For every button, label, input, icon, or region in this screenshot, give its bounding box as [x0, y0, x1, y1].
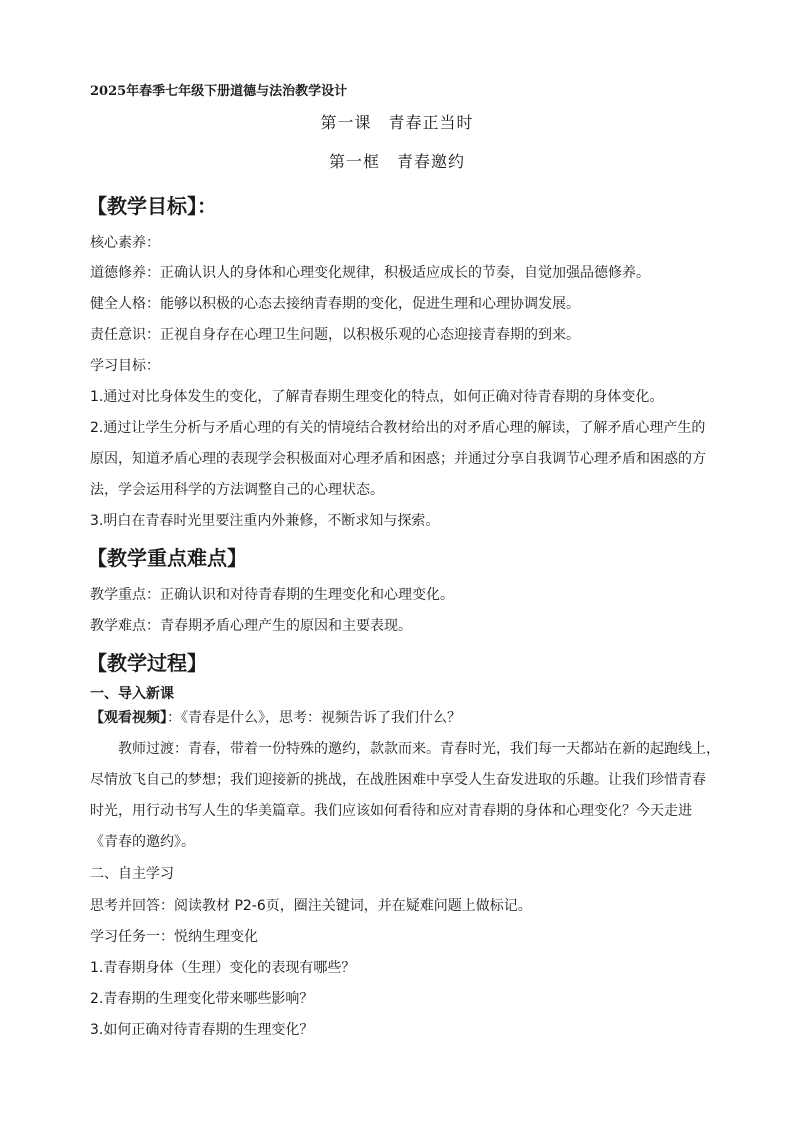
- learning-goal-1: 1.通过对比身体发生的变化，了解青春期生理变化的特点，如何正确对待青春期的身体变化。: [90, 389, 664, 405]
- part2-title: 二、自主学习: [90, 866, 174, 882]
- video-line: [90, 707, 461, 727]
- moral-cultivation: 道德修养：正确认识人的身体和心理变化规律，积极适应成长的节奏，自觉加强品德修养。: [90, 265, 650, 281]
- core-competency-label: 核心素养：: [90, 235, 160, 251]
- learning-goal-3: 3.明白在青春时光里要注重内外兼修，不断求知与探索。: [90, 513, 440, 529]
- sound-personality: 健全人格：能够以积极的心态去接纳青春期的变化，促进生理和心理协调发展。: [90, 296, 580, 312]
- frame-title: 第一框 青春邀约: [328, 152, 465, 171]
- learning-goals-label: 学习目标：: [90, 358, 160, 374]
- question-1: 1.青春期身体（生理）变化的表现有哪些？: [90, 960, 356, 976]
- objectives-heading: 【教学目标】：: [87, 194, 217, 218]
- learning-task-1: 学习任务一：悦纳生理变化: [90, 929, 258, 945]
- learning-goal-2-line2: 原因，知道矛盾心理的表现学会积极面对心理矛盾和困惑；并通过分享自我调节心理矛盾和困惑的方: [90, 451, 706, 467]
- course-header: 2025年春季七年级下册道德与法治教学设计: [90, 84, 348, 99]
- video-text: ：《青春是什么》，思考：视频告诉了我们什么？: [167, 710, 461, 726]
- transition-line-3: 时光，用行动书写人生的华美篇章。我们应该如何看待和应对青春期的身体和心理变化？今天走进: [90, 803, 692, 819]
- teaching-focus: 教学重点：正确认识和对待青春期的生理变化和心理变化。: [90, 587, 454, 603]
- part1-title: 一、导入新课: [90, 686, 174, 702]
- transition-line-2: 尽情放飞自己的梦想；我们迎接新的挑战，在战胜困难中享受人生奋发进取的乐趣。让我们珍惜青春: [90, 772, 706, 788]
- teaching-difficulty: 教学难点：青春期矛盾心理产生的原因和主要表现。: [90, 618, 412, 634]
- video-label: 【观看视频】: [90, 710, 167, 726]
- question-2: 2.青春期的生理变化带来哪些影响？: [90, 991, 314, 1007]
- key-points-heading: 【教学重点难点】: [87, 546, 247, 570]
- transition-line-1: 教师过渡：青春，带着一份特殊的邀约，款款而来。青春时光，我们每一天都站在新的起跑线上，: [118, 741, 720, 757]
- process-heading: 【教学过程】: [87, 651, 207, 675]
- lesson-title: 第一课 青春正当时: [320, 113, 474, 132]
- think-and-answer: 思考并回答：阅读教材 P2-6页，圈注关键词，并在疑难问题上做标记。: [90, 898, 532, 914]
- responsibility-awareness: 责任意识：正视自身存在心理卫生问题，以积极乐观的心态迎接青春期的到来。: [90, 327, 580, 343]
- learning-goal-2-line1: 2.通过让学生分析与矛盾心理的有关的情境结合教材给出的对矛盾心理的解读，了解矛盾心理产生的: [90, 420, 706, 436]
- learning-goal-2-line3: 法，学会运用科学的方法调整自己的心理状态。: [90, 482, 384, 498]
- transition-line-4: 《青春的邀约》。: [90, 834, 195, 850]
- question-3: 3.如何正确对待青春期的生理变化？: [90, 1022, 314, 1038]
